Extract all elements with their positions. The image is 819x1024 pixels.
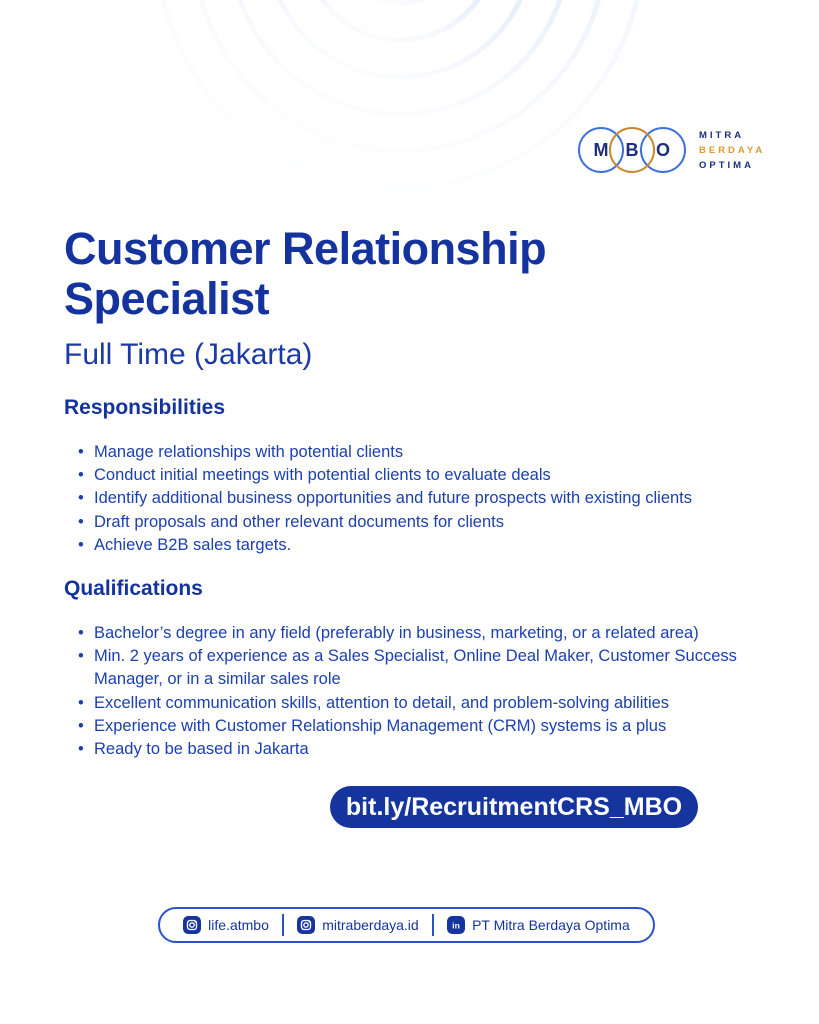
linkedin-icon [447,916,465,934]
company-logo [578,127,765,173]
divider [432,914,434,936]
job-title: Customer Relationship Specialist [64,223,547,324]
qualification-item: • Bachelor’s degree in any field (preferably in business, marketing, or a related area) [64,622,754,645]
logo-circle-b [609,127,655,173]
logo-letter-m: M [593,139,609,160]
social-links-bar [158,907,655,943]
svg-text:in: in [452,920,460,931]
responsibilities-heading: Responsibilities [64,396,226,419]
logo-letter-o: O [655,139,670,160]
social-instagram-life-atmbo[interactable] [183,916,269,934]
concentric-circles-decoration [120,0,680,235]
instagram-icon [297,916,315,934]
responsibilities-list [64,441,754,557]
responsibility-item: • Conduct initial meetings with potential clients to evaluate deals [64,464,754,487]
qualifications-heading: Qualifications [64,577,203,600]
responsibility-item: • Identify additional business opportunities and future prospects with existing clients [64,487,754,510]
job-type-location: Full Time (Jakarta) [64,338,313,371]
social-label: PT Mitra Berdaya Optima [472,917,630,933]
qualification-item: • Excellent communication skills, attention to detail, and problem-solving abilities [64,692,754,715]
logo-wordmark-line1: MITRA [699,129,745,141]
social-instagram-mitraberdaya[interactable] [297,916,419,934]
logo-wordmark-line2: BERDAYA [699,144,766,156]
qualification-item: • Ready to be based in Jakarta [64,738,754,761]
qualification-item: • Experience with Customer Relationship Management (CRM) systems is a plus [64,715,754,738]
qualification-item: • Min. 2 years of experience as a Sales Specialist, Online Deal Maker, Customer Success Manager, or in a similar sales role [64,645,754,691]
social-label: mitraberdaya.id [322,917,419,933]
responsibility-item: • Draft proposals and other relevant documents for clients [64,511,754,534]
instagram-icon [183,916,201,934]
qualifications-list [64,622,754,761]
divider [282,914,284,936]
logo-wordmark-line3: OPTIMA [699,159,754,171]
logo-wordmark [699,128,765,173]
recruitment-link-button[interactable]: bit.ly/RecruitmentCRS_MBO [330,786,698,828]
social-label: life.atmbo [208,917,269,933]
responsibility-item: • Manage relationships with potential clients [64,441,754,464]
responsibility-item: • Achieve B2B sales targets. [64,534,754,557]
social-linkedin-mbo[interactable] [447,916,630,934]
logo-letter-b: B [625,139,639,160]
logo-mbo-circles [578,127,686,173]
